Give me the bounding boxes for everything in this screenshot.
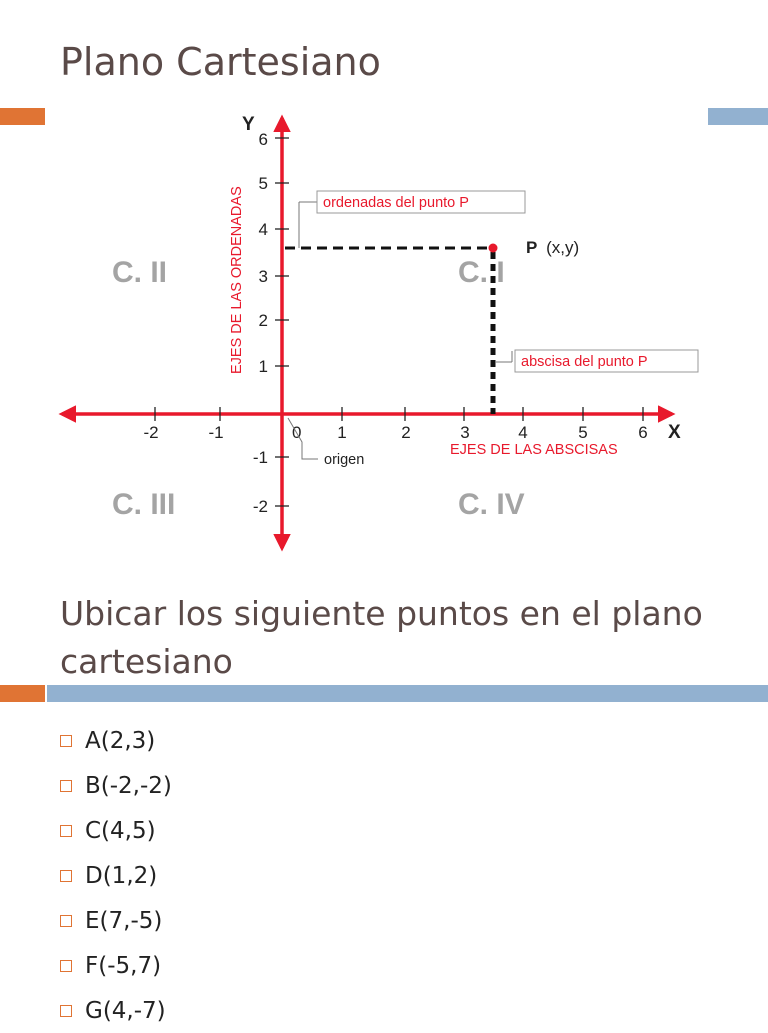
- list-item: [60, 898, 172, 943]
- abscisa-callout-text: abscisa del punto P: [521, 354, 648, 370]
- slide-title: Plano Cartesiano: [60, 40, 381, 84]
- ordenadas-callout-text: ordenadas del punto P: [323, 195, 469, 211]
- y-tick-label: -2: [252, 497, 268, 516]
- y-tick-label: 2: [258, 311, 268, 330]
- square-bullet-icon: [60, 780, 72, 792]
- list-item: [60, 943, 172, 988]
- x-axis-title: EJES DE LAS ABSCISAS: [450, 442, 618, 458]
- list-item: [60, 988, 172, 1033]
- y-axis-title: EJES DE LAS ORDENADAS: [229, 186, 245, 374]
- cartesian-plane-figure: [0, 100, 768, 560]
- origin-zero-label: 0: [292, 423, 302, 442]
- orange-accent-bar-bottom: [0, 685, 45, 702]
- x-tick-label: 3: [460, 423, 470, 442]
- y-tick-label: 6: [258, 130, 268, 149]
- point-label: B(-2,-2): [85, 772, 172, 799]
- points-list: [60, 718, 172, 1033]
- point-label: C(4,5): [85, 817, 156, 844]
- point-p-marker: [489, 244, 498, 253]
- point-label: G(4,-7): [85, 997, 166, 1024]
- quadrant-2-label: C. II: [112, 256, 168, 289]
- y-axis-letter: Y: [242, 114, 255, 135]
- x-tick-label: -2: [143, 423, 159, 442]
- square-bullet-icon: [60, 870, 72, 882]
- list-item: [60, 718, 172, 763]
- quadrant-3-label: C. III: [112, 488, 176, 521]
- list-item: [60, 808, 172, 853]
- x-tick-label: 5: [578, 423, 588, 442]
- point-label: E(7,-5): [85, 907, 163, 934]
- x-tick-label: 4: [518, 423, 528, 442]
- y-tick-label: -1: [252, 448, 268, 467]
- point-label: F(-5,7): [85, 952, 162, 979]
- square-bullet-icon: [60, 915, 72, 927]
- y-tick-label: 1: [258, 357, 268, 376]
- y-tick-label: 5: [258, 174, 268, 193]
- quadrant-1-label: C. I: [458, 256, 505, 289]
- x-axis-letter: X: [668, 422, 681, 443]
- square-bullet-icon: [60, 1005, 72, 1017]
- blue-accent-bar-bottom: [47, 685, 768, 702]
- slide-subtitle: Ubicar los siguiente puntos en el plano cartesiano: [60, 594, 703, 681]
- y-tick-label: 4: [258, 220, 268, 239]
- point-label: D(1,2): [85, 862, 158, 889]
- x-tick-label: 2: [401, 423, 411, 442]
- point-label: A(2,3): [85, 727, 156, 754]
- list-item: [60, 763, 172, 808]
- x-tick-label: 6: [638, 423, 648, 442]
- origen-callout-text: origen: [324, 452, 365, 468]
- x-tick-label: -1: [208, 423, 224, 442]
- square-bullet-icon: [60, 825, 72, 837]
- square-bullet-icon: [60, 960, 72, 972]
- quadrant-4-label: C. IV: [458, 488, 525, 521]
- list-item: [60, 853, 172, 898]
- point-p-label: P (x,y): [526, 238, 580, 257]
- y-tick-label: 3: [258, 267, 268, 286]
- x-tick-label: 1: [337, 423, 347, 442]
- square-bullet-icon: [60, 735, 72, 747]
